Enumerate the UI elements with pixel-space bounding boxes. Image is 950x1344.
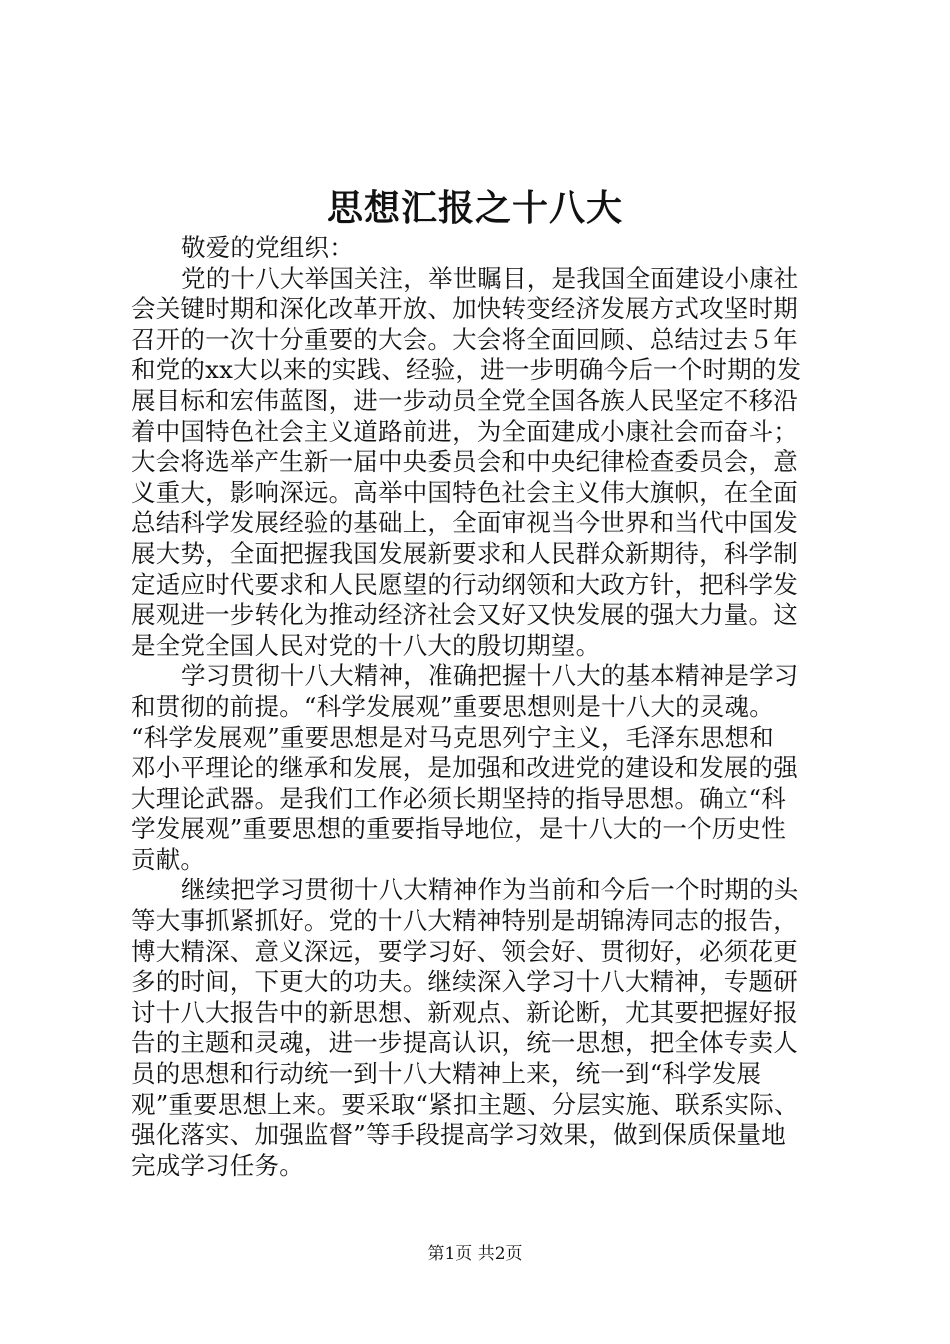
- paragraph-line: 和贯彻的前提。“科学发展观”重要思想则是十八大的灵魂。: [131, 691, 774, 721]
- paragraph-line: 学发展观”重要思想的重要指导地位，是十八大的一个历史性: [131, 814, 786, 844]
- paragraph-line: 告的主题和灵魂，进一步提高认识，统一思想，把全体专卖人: [131, 1028, 798, 1058]
- paragraph-line: 展大势，全面把握我国发展新要求和人民群众新期待，科学制: [131, 538, 798, 568]
- paragraph-line: 继续把学习贯彻十八大精神作为当前和今后一个时期的头: [181, 875, 799, 905]
- paragraph-line: 展目标和宏伟蓝图，进一步动员全党全国各族人民坚定不移沿: [131, 385, 798, 415]
- paragraph-line: 博大精深、意义深远，要学习好、领会好、贯彻好，必须花更: [131, 936, 798, 966]
- paragraph-line: 义重大，影响深远。高举中国特色社会主义伟大旗帜，在全面: [131, 477, 798, 507]
- paragraph: [131, 661, 831, 875]
- document-body: [131, 233, 831, 1181]
- paragraph-line: 大理论武器。是我们工作必须长期坚持的指导思想。确立“科: [131, 783, 786, 813]
- paragraph-line: 着中国特色社会主义道路前进，为全面建成小康社会而奋斗；: [131, 416, 798, 446]
- paragraph-line: 会关键时期和深化改革开放、加快转变经济发展方式攻坚时期: [131, 294, 798, 324]
- paragraph-line: 总结科学发展经验的基础上，全面审视当今世界和当代中国发: [131, 508, 798, 538]
- paragraph-line: 观”重要思想上来。要采取“紧扣主题、分层实施、联系实际、: [131, 1089, 799, 1119]
- salutation: 敬爱的党组织：: [181, 233, 354, 262]
- paragraph-line: 党的十八大举国关注，举世瞩目，是我国全面建设小康社: [181, 263, 799, 293]
- paragraph-line: 讨十八大报告中的新思想、新观点、新论断，尤其要把握好报: [131, 997, 798, 1027]
- paragraph-line: 召开的一次十分重要的大会。大会将全面回顾、总结过去５年: [131, 324, 798, 354]
- paragraph-line: 和党的xx大以来的实践、经验，进一步明确今后一个时期的发: [131, 355, 802, 385]
- paragraph-line: 定适应时代要求和人民愿望的行动纲领和大政方针，把科学发: [131, 569, 798, 599]
- paragraph-line: 贡献。: [131, 844, 206, 874]
- document-title: 思想汇报之十八大: [326, 187, 623, 229]
- paragraph: [131, 875, 831, 1181]
- paragraph-line: 完成学习任务。: [131, 1150, 304, 1180]
- paragraphs-container: [131, 264, 831, 1182]
- page-footer: 第1页 共2页: [427, 1244, 523, 1264]
- paragraph-line: 展观进一步转化为推动经济社会又好又快发展的强大力量。这: [131, 600, 798, 630]
- paragraph-line: 大会将选举产生新一届中央委员会和中央纪律检查委员会，意: [131, 447, 798, 477]
- paragraph-line: 等大事抓紧抓好。党的十八大精神特别是胡锦涛同志的报告，: [131, 906, 798, 936]
- paragraph-line: 学习贯彻十八大精神，准确把握十八大的基本精神是学习: [181, 661, 799, 691]
- paragraph-line: 是全党全国人民对党的十八大的殷切期望。: [131, 630, 601, 660]
- paragraph-line: 强化落实、加强监督”等手段提高学习效果，做到保质保量地: [131, 1120, 786, 1150]
- paragraph: [131, 264, 831, 662]
- paragraph-line: “科学发展观”重要思想是对马克思列宁主义，毛泽东思想和: [131, 722, 774, 752]
- paragraph-line: 员的思想和行动统一到十八大精神上来，统一到“科学发展: [131, 1059, 762, 1089]
- paragraph-line: 多的时间，下更大的功夫。继续深入学习十八大精神，专题研: [131, 967, 798, 997]
- paragraph-line: 邓小平理论的继承和发展，是加强和改进党的建设和发展的强: [131, 753, 798, 783]
